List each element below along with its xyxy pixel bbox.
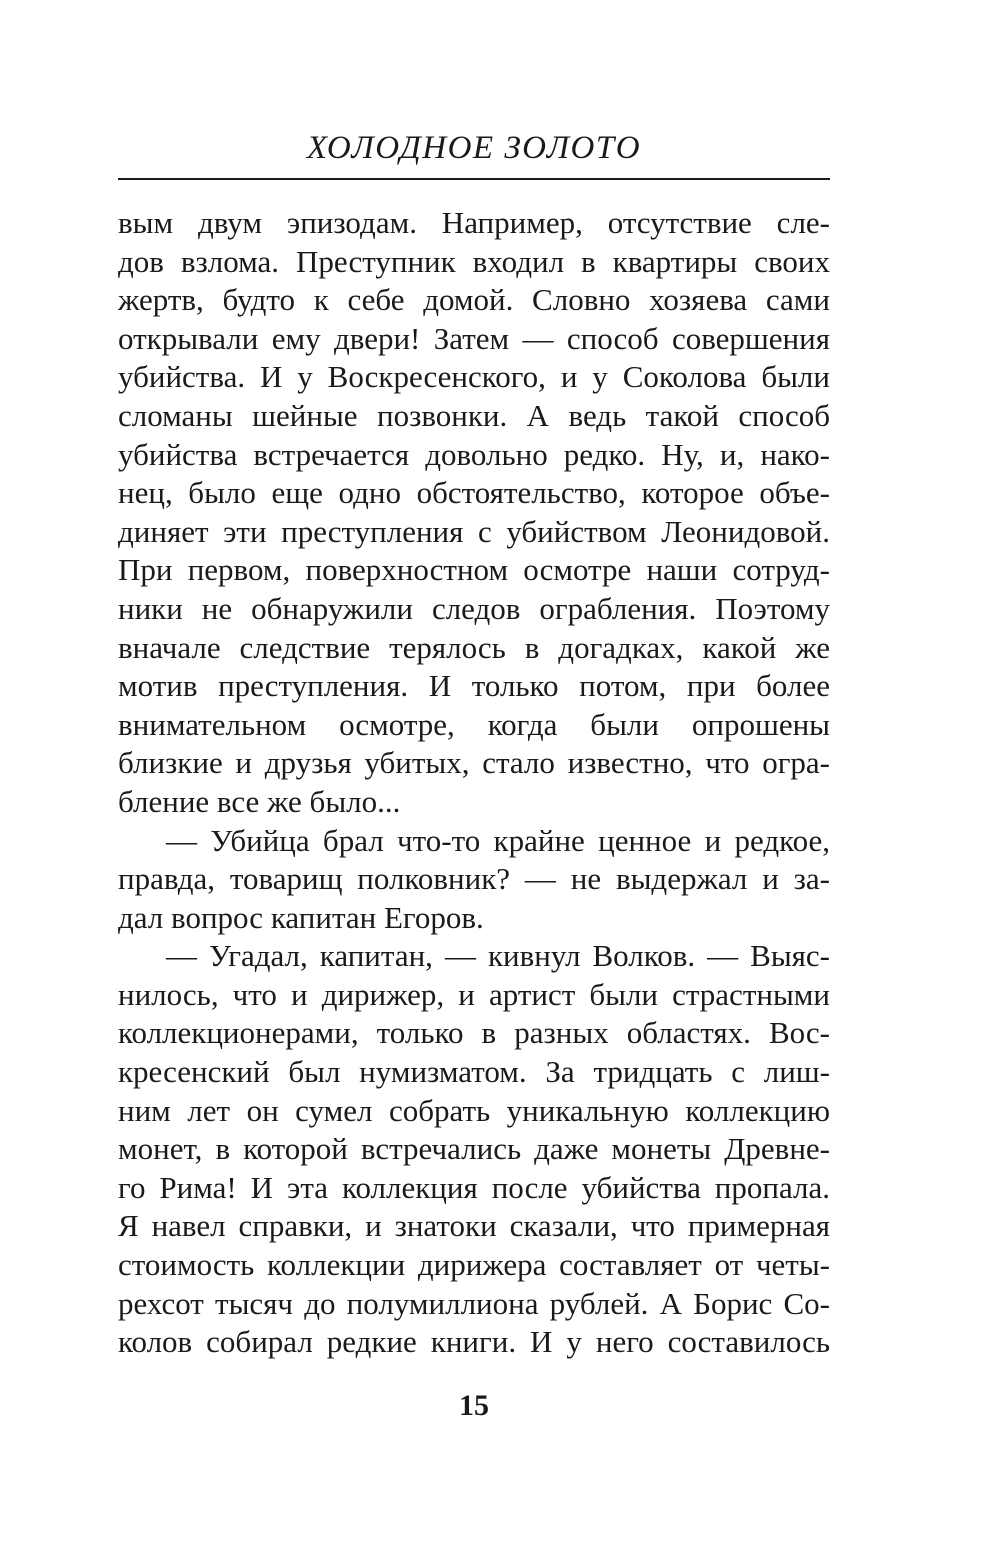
- text-line: нец, было еще одно обстоятельство, которое объе-: [118, 475, 830, 511]
- text-line: убийства. И у Воскресенского, и у Соколова были: [118, 359, 830, 395]
- dialogue-line: — Убийца брал что-то крайне ценное и редкое,: [166, 822, 830, 858]
- text-line: дов взлома. Преступник входил в квартиры своих: [118, 243, 830, 279]
- text-line: диняет эти преступления с убийством Леонидовой.: [118, 513, 830, 549]
- text-line: дал вопрос капитан Егоров.: [118, 899, 484, 935]
- text-line: Я навел справки, и знатоки сказали, что примерная: [118, 1208, 830, 1244]
- text-line: коллекционерами, только в разных областях. Вос-: [118, 1015, 830, 1051]
- body-text: [118, 204, 830, 1362]
- text-line: стоимость коллекции дирижера составляет от четы-: [118, 1247, 830, 1283]
- header-divider: [118, 178, 830, 180]
- text-line: близкие и друзья убитых, стало известно, что огра-: [118, 745, 830, 781]
- text-line: жертв, будто к себе домой. Словно хозяева сами: [118, 282, 830, 318]
- text-line: сломаны шейные позвонки. А ведь такой способ: [118, 397, 830, 433]
- text-line: открывали ему двери! Затем — способ совершения: [118, 320, 830, 356]
- text-line: бление все же было...: [118, 783, 401, 819]
- text-line: убийства встречается довольно редко. Ну, и, нако-: [118, 436, 830, 472]
- text-line: ники не обнаружили следов ограбления. Поэтому: [118, 590, 830, 626]
- text-line: правда, товарищ полковник? — не выдержал и за-: [118, 861, 830, 897]
- text-line: мотив преступления. И только потом, при более: [118, 668, 830, 704]
- text-line: При первом, поверхностном осмотре наши сотруд-: [118, 552, 830, 588]
- text-line: рехсот тысяч до полумиллиона рублей. А Борис Со-: [118, 1285, 830, 1321]
- text-line: вначале следствие терялось в догадках, какой же: [118, 629, 830, 665]
- text-line: кресенский был нумизматом. За тридцать с лиш-: [118, 1054, 830, 1090]
- text-line: нилось, что и дирижер, и артист были страстными: [118, 976, 830, 1012]
- text-line: вым двум эпизодам. Например, отсутствие сле-: [118, 205, 830, 240]
- page-number: 15: [459, 1389, 489, 1422]
- dialogue-line: — Угадал, капитан, — кивнул Волков. — Выяс-: [166, 938, 830, 974]
- running-head-title: ХОЛОДНОЕ ЗОЛОТО: [306, 130, 642, 166]
- text-line: внимательном осмотре, когда были опрошены: [118, 706, 830, 742]
- text-line: го Рима! И эта коллекция после убийства пропала.: [118, 1169, 830, 1205]
- text-line: колов собирал редкие книги. И у него составилось: [118, 1324, 830, 1360]
- text-line: монет, в которой встречались даже монеты Древне-: [118, 1131, 830, 1167]
- text-line: ним лет он сумел собрать уникальную коллекцию: [118, 1092, 830, 1128]
